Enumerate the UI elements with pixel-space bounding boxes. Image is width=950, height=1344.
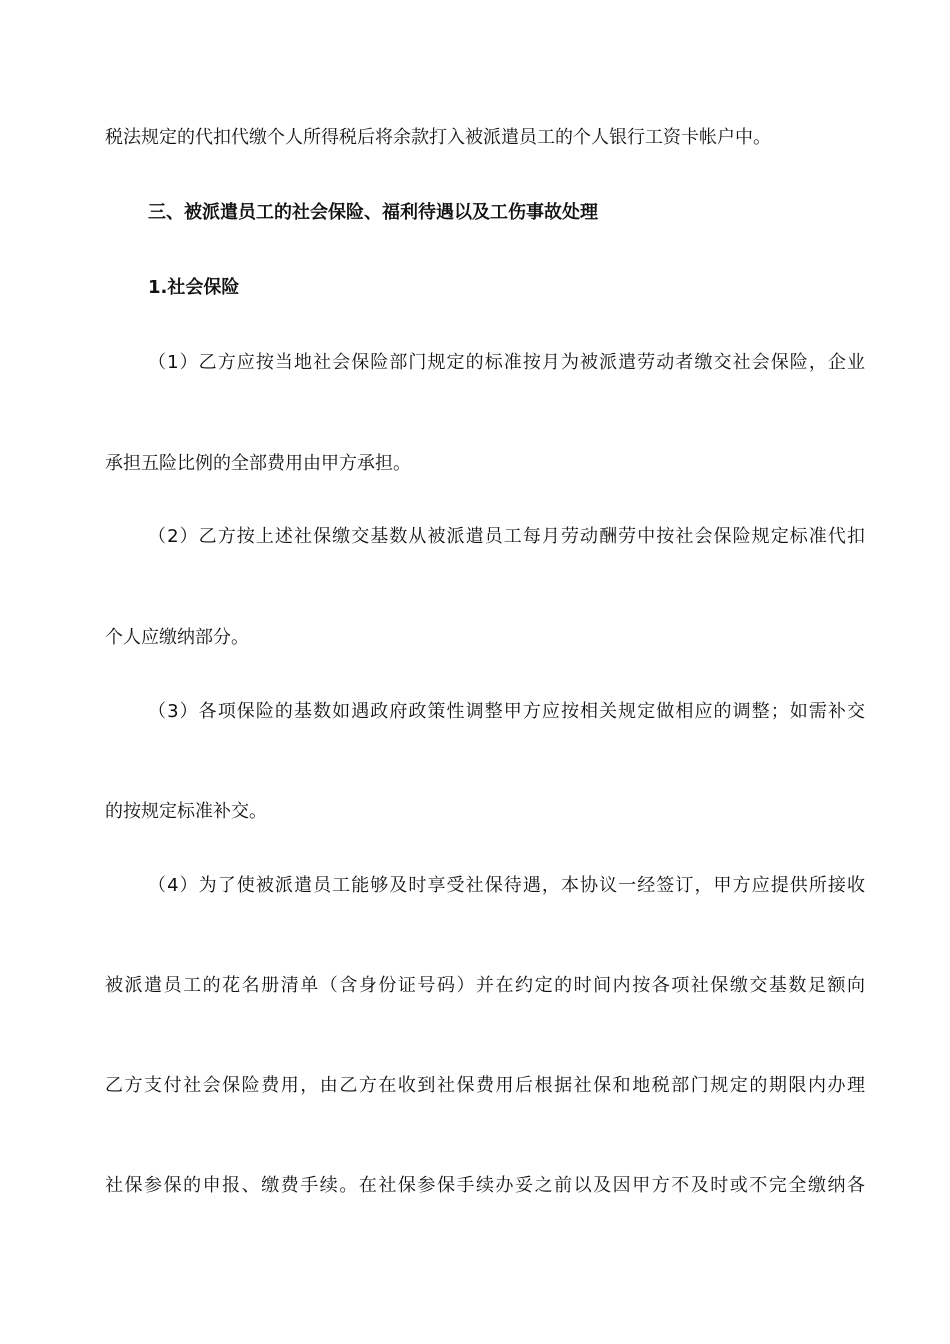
paragraph-2-line-2: 个人应缴纳部分。: [105, 627, 249, 648]
section-heading: 三、被派遣员工的社会保险、福利待遇以及工伤事故处理: [148, 202, 598, 223]
paragraph-3-line-1: （3）各项保险的基数如遇政府政策性调整甲方应按相关规定做相应的调整；如需补交: [148, 701, 865, 722]
paragraph-4-line-2: 被派遣员工的花名册清单（含身份证号码）并在约定的时间内按各项社保缴交基数足额向: [105, 975, 865, 996]
text-line: 税法规定的代扣代缴个人所得税后将余款打入被派遣员工的个人银行工资卡帐户中。: [105, 127, 771, 148]
paragraph-4-line-1: （4）为了使被派遣员工能够及时享受社保待遇，本协议一经签订，甲方应提供所接收: [148, 875, 865, 896]
paragraph-4-line-4: 社保参保的申报、缴费手续。在社保参保手续办妥之前以及因甲方不及时或不完全缴纳各: [105, 1175, 865, 1196]
subheading: 1.社会保险: [148, 277, 240, 298]
paragraph-1-line-2: 承担五险比例的全部费用由甲方承担。: [105, 453, 411, 474]
paragraph-1-line-1: （1）乙方应按当地社会保险部门规定的标准按月为被派遣劳动者缴交社会保险，企业: [148, 352, 865, 373]
paragraph-4-line-3: 乙方支付社会保险费用，由乙方在收到社保费用后根据社保和地税部门规定的期限内办理: [105, 1075, 865, 1096]
paragraph-3-line-2: 的按规定标准补交。: [105, 801, 267, 822]
paragraph-2-line-1: （2）乙方按上述社保缴交基数从被派遣员工每月劳动酬劳中按社会保险规定标准代扣: [148, 526, 865, 547]
